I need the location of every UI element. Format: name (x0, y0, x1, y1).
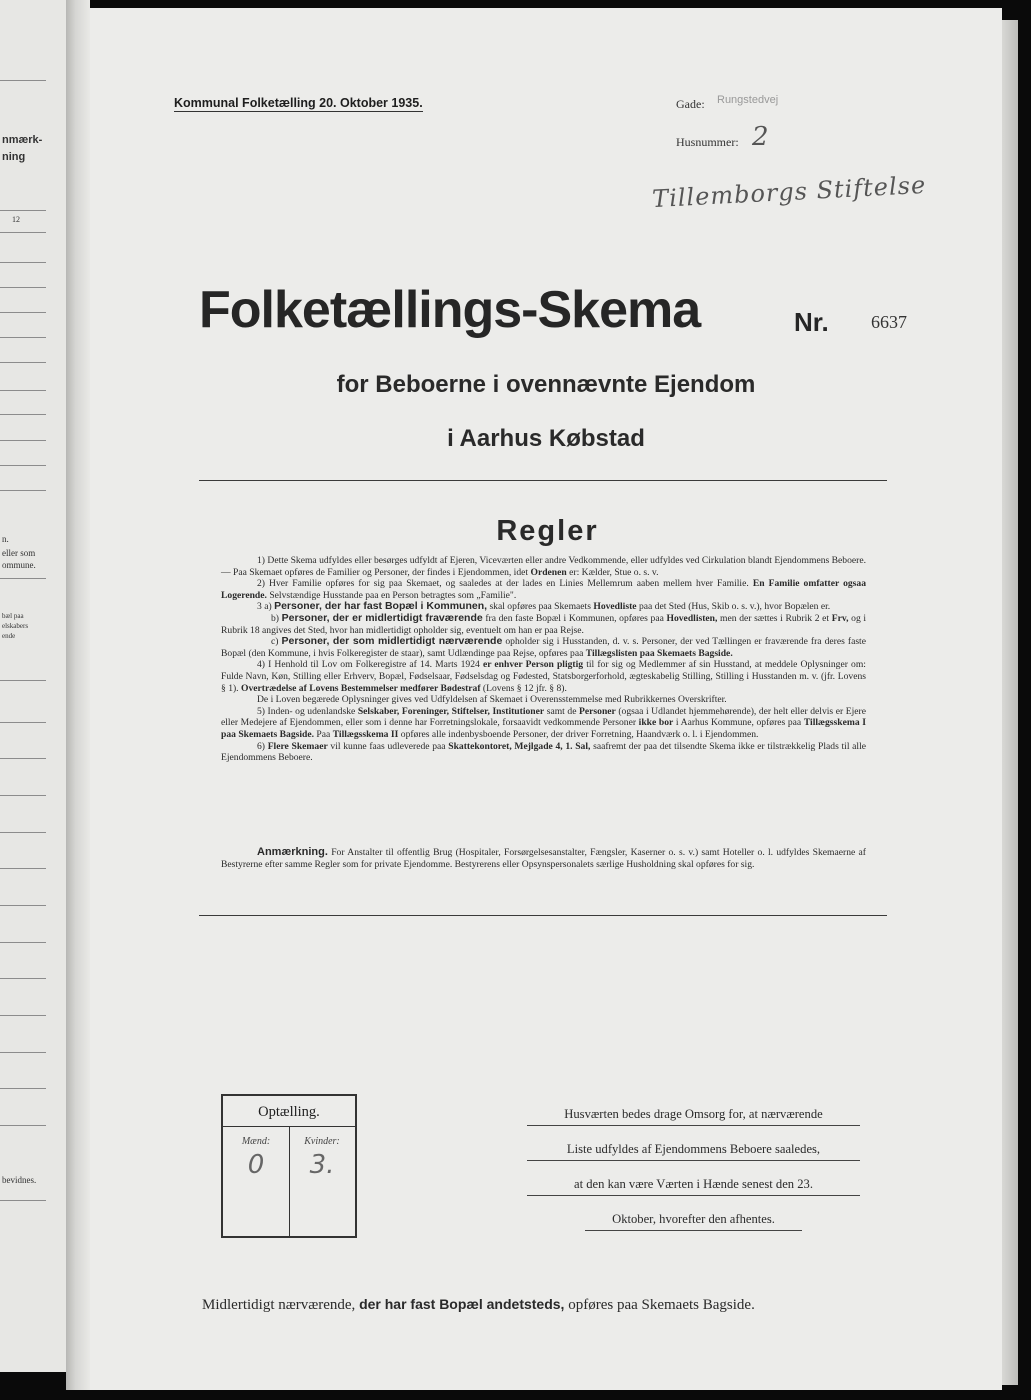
rule-3b: b) Personer, der er midlertidigt fraværende fra den faste Bopæl i Kommunen, opføres paa Hovedlisten, men der sættes i Rubrik 2 et Frv, og i Rubrik 18 angives det Sted, hvor han midlertidigt opholder sig, eventuelt om han er paa Rejse. (221, 611, 867, 636)
men-count: 0 (247, 1150, 265, 1180)
street-label: Gade: (676, 97, 705, 111)
women-label: Kvinder: (304, 1136, 340, 1147)
form-number-label: Nr. (794, 307, 829, 337)
left-rule (0, 287, 46, 288)
notice-underline (527, 1125, 860, 1126)
rule-3c: c) Personer, der som midlertidigt nærværende opholder sig i Husstanden, d. v. s. Personer, der ved Tællingen er fraværende fra deres faste Bopæl (den Kommune, i hvis Folkeregister de staar), samt Udlændinge paa Rejse, opføres paa Tillægslisten paa Skemaets Bagside. (221, 635, 866, 659)
rules-text (221, 555, 866, 764)
notice-line-2: Liste udfyldes af Ejendommens Beboere saaledes, (566, 1142, 821, 1156)
left-rule (0, 490, 46, 491)
notice-underline (585, 1230, 802, 1231)
left-rule (0, 337, 46, 338)
left-rule (0, 390, 46, 391)
left-rule (0, 722, 46, 723)
notice-underline (527, 1160, 860, 1161)
page-edge (1002, 20, 1018, 1385)
left-rule (0, 262, 46, 263)
left-fragment-number: 12 (12, 215, 20, 224)
form-number-value: 6637 (871, 312, 907, 332)
notice-line-1: Husværten bedes drage Omsorg for, at nærværende (564, 1107, 823, 1121)
census-header-title: Kommunal Folketælling 20. Oktober 1935. (174, 96, 423, 110)
rule-4-note: De i Loven begærede Oplysninger gives ved Udfyldelsen af Skemaet i Overensstemmelse med Rubrikkernes Overskrifter. (257, 694, 727, 706)
left-page-strip (0, 0, 66, 1372)
house-number-value: 2 (752, 122, 769, 152)
left-rule (0, 1125, 46, 1126)
remark-label: Anmærkning. (257, 846, 328, 858)
street-value: Rungstedvej (717, 94, 779, 106)
house-number-label: Husnummer: (676, 135, 739, 149)
left-fragment-heading: nmærk- (2, 134, 43, 146)
left-fragment-text: bevidnes. (2, 1175, 37, 1185)
count-title: Optælling. (223, 1096, 355, 1127)
left-rule (0, 832, 46, 833)
remark-body: For Anstalter til offentlig Brug (Hospitaler, Forsørgelsesanstalter, Fængsler, Kaserner o. s. v.) samt Hoteller o. l. udfyldes Skemaerne af Bestyrerne efter samme Regler som for private Ejendomme. Bestyrerens eller Opsynspersonalets særlige Husholdning skal opføres for sig. (221, 847, 866, 870)
left-rule (0, 414, 46, 415)
book-gutter (66, 0, 90, 1390)
rules-heading: Regler (496, 515, 599, 547)
left-rule (0, 465, 46, 466)
left-fragment-text: elskabers (2, 622, 29, 630)
notice-line-3: at den kan være Værten i Hænde senest den 23. (574, 1177, 813, 1191)
left-rule (0, 80, 46, 81)
left-rule (0, 942, 46, 943)
left-rule (0, 680, 46, 681)
women-count: 3. (309, 1150, 335, 1180)
handwritten-institution-name: Tillemborgs Stiftelse (651, 170, 927, 214)
left-rule (0, 312, 46, 313)
footer-note: Midlertidigt nærværende, der har fast Bopæl andetsteds, opføres paa Skemaets Bagside. (202, 1296, 755, 1313)
left-fragment-heading: ning (2, 151, 26, 163)
rule-5: 5) Inden- og udenlandske Selskaber, Foreninger, Stiftelser, Institutioner samt de Personer (ogsaa i Udlandet hjemmehørende), der helt eller delvis er Ejere eller Medejere af Ejendommen, eller som i denne har Forretningslokale, forsaavidt vedkommende Personer ikke bor i Aarhus Kommune, opføres paa Tillægsskema I paa Skemaets Bagside. Paa Tillægsskema II opføres alle indenbysboende Personer, der driver Forretning, Haandværk o. l. i Ejendommen. (221, 705, 866, 740)
left-fragment-text: ommune. (2, 560, 36, 570)
form-title: Folketællings-Skema (199, 281, 701, 339)
divider (199, 480, 887, 481)
left-rule (0, 1200, 46, 1201)
left-rule (0, 1015, 46, 1016)
left-rule (0, 232, 46, 233)
left-rule (0, 362, 46, 363)
left-fragment-text: eller som (2, 548, 36, 558)
left-rule (0, 210, 46, 211)
form-location: i Aarhus Købstad (447, 425, 645, 452)
left-rule (0, 758, 46, 759)
rule-4: 4) I Henhold til Lov om Folkeregistre af 14. Marts 1924 er enhver Person pligtig til for sig og Medlemmer af sin Husstand, at meddele Oplysninger om: Fulde Navn, Køn, Stilling eller Erhverv, Bopæl, Fødselsaar, Fødselsdag og Fødested, Statsborgerforhold, ægteskabelig Stilling, Stilling i Husstanden m. v. (jfr. Lovens § 1). Overtrædelse af Lovens Bestemmelser medfører Bødestraf (Lovens § 12 jfr. § 8). (221, 659, 866, 694)
left-rule (0, 905, 46, 906)
remark-text (221, 847, 866, 870)
left-rule (0, 578, 46, 579)
divider (199, 915, 887, 916)
notice-line-4: Oktober, hvorefter den afhentes. (612, 1212, 775, 1226)
form-subtitle: for Beboerne i ovennævnte Ejendom (336, 371, 756, 398)
left-fragment-text: bæl paa (2, 612, 24, 620)
left-rule (0, 795, 46, 796)
left-rule (0, 978, 46, 979)
rule-3a: 3 a) Personer, der har fast Bopæl i Kommunen, skal opføres paa Skemaets Hovedliste paa det Sted (Hus, Skib o. s. v.), hvor Bopælen er. (257, 600, 831, 613)
rule-1: 1) Dette Skema udfyldes eller besørges udfyldt af Ejeren, Viceværten eller andre Vedkommende, eller udfyldes ved Cirkulation blandt Ejendommens Beboere. — Paa Skemaet opføres de Familier og Personer, der findes i Ejendommen, idet Ordenen er: Kælder, Stue o. s. v. (221, 555, 866, 578)
left-rule (0, 440, 46, 441)
left-fragment-text: n. (2, 534, 9, 544)
left-rule (0, 1052, 46, 1053)
notice-underline (527, 1195, 860, 1196)
rule-6: 6) Flere Skemaer vil kunne faas udleverede paa Skattekontoret, Mejlgade 4, 1. Sal, saafremt der paa det tilsendte Skema ikke er tilstrækkelig Plads til alle Ejendommens Beboere. (221, 740, 867, 764)
left-rule (0, 1088, 46, 1089)
left-rule (0, 868, 46, 869)
left-fragment-text: ende (2, 632, 16, 640)
rule-2: 2) Hver Familie opføres for sig paa Skemaet, og saaledes at der lades en Linies Mellemrum aaben mellem hver Familie. En Familie omfatter ogsaa Logerende. Selvstændige Husstande paa en Person betragtes som „Familie". (221, 578, 866, 601)
men-label: Mænd: (241, 1136, 271, 1147)
count-box (221, 1094, 357, 1238)
